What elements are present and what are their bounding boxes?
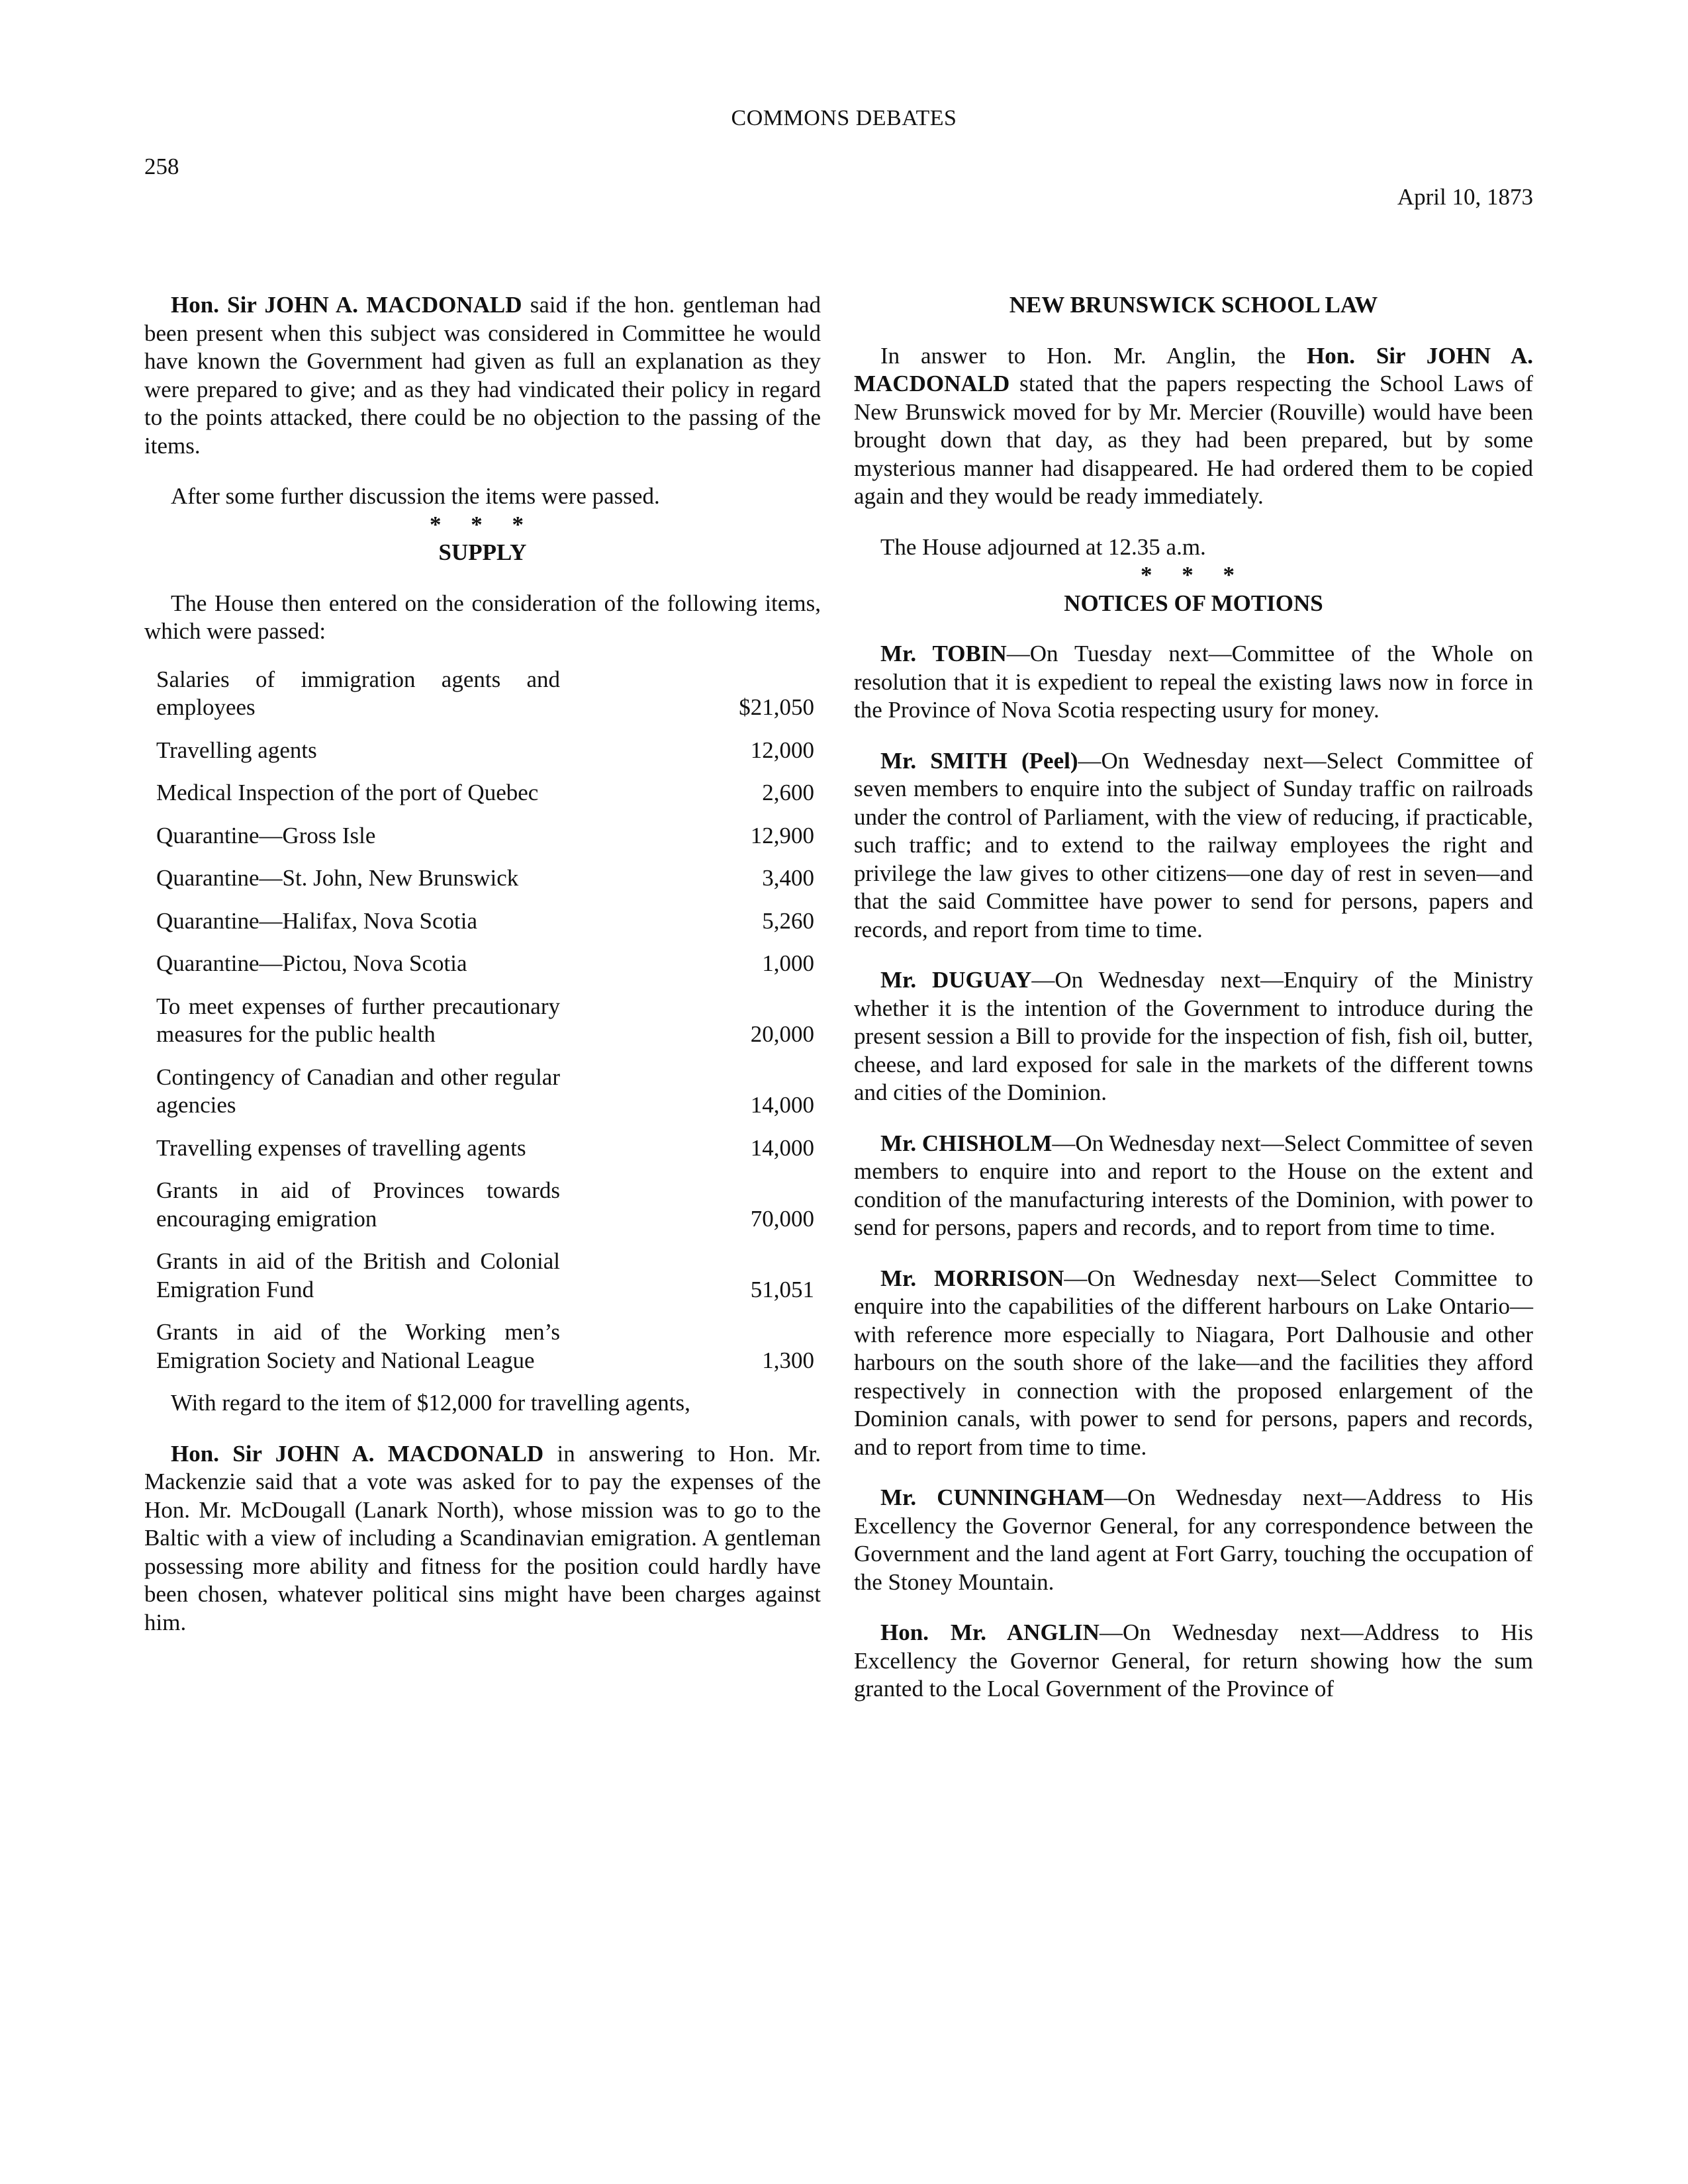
motion-text: —On Wednesday next—Enquiry of the Ministry whether it is the intention of the Government to introduce during the present session a Bill to provide for the inspection of fish, fish oil, butter, cheese, and lard exposed for sale in the markets of the different towns and cities of the Dominion. — [854, 967, 1533, 1105]
speaker-name: Mr. DUGUAY — [880, 967, 1032, 993]
paragraph-macdonald-2 — [144, 1440, 821, 1637]
section-heading-notices: NOTICES OF MOTIONS — [1064, 590, 1323, 616]
supply-item-row — [144, 764, 821, 807]
supply-item-label: Contingency of Canadian and other regular agencies — [156, 1064, 560, 1118]
supply-item-row — [144, 935, 821, 978]
supply-item-amount: 5,260 — [762, 907, 814, 934]
supply-item-amount: 14,000 — [750, 1092, 814, 1118]
motion-notice — [854, 640, 1533, 725]
motion-notice — [854, 1619, 1533, 1704]
speaker-name: Hon. Sir JOHN A. MACDONALD — [854, 342, 1533, 396]
supply-item-label: Travelling expenses of travelling agents — [156, 1134, 526, 1161]
supply-item-amount: 70,000 — [750, 1205, 814, 1232]
supply-items-table — [144, 666, 821, 1375]
paragraph-supply-intro: The House then entered on the consideration of the following items, which were passed: — [144, 590, 821, 644]
supply-item-label: Grants in aid of the Working men’s Emigration Society and National League — [156, 1319, 560, 1373]
motions-list — [854, 640, 1533, 1704]
paragraph-travelling-agents: With regard to the item of $12,000 for travelling agents, — [171, 1390, 690, 1416]
supply-item-row — [144, 1233, 821, 1304]
section-heading-new-brunswick: NEW BRUNSWICK SCHOOL LAW — [1009, 292, 1378, 318]
supply-item-row — [144, 1162, 821, 1233]
supply-item-label: Salaries of immigration agents and employees — [156, 666, 560, 720]
paragraph-text: stated that the papers respecting the School Laws of New Brunswick moved for by Mr. Mercier (Rouville) would have been brought down that day, as they had been prepared, but by some mysterious manner had disappeared. He had ordered them to be copied again and they would be ready immediately. — [854, 371, 1533, 509]
page-number: 258 — [144, 154, 179, 179]
supply-item-row — [144, 1304, 821, 1375]
supply-item-amount: 2,600 — [762, 780, 814, 805]
motion-text: —On Wednesday next—Select Committee to enquire into the capabilities of the different harbours on Lake Ontario—with reference more especially to Niagara, Port Dalhousie and other harbours on the south shore of the lake—and the facilities they afford respectively in connection with the proposed enlargement of the Dominion canals, with power to send for persons, papers and records, and to report from time to time. — [854, 1265, 1533, 1460]
speaker-name: Mr. TOBIN — [880, 641, 1007, 666]
supply-item-row — [144, 978, 821, 1049]
motion-text: —On Wednesday next—Address to His Excellency the Governor General, for any correspondence between the Government and the land agent at Fort Garry, touching the occupation of the Stoney Mountain. — [854, 1484, 1533, 1595]
motion-notice — [854, 1484, 1533, 1596]
motion-notice — [854, 1130, 1533, 1242]
motion-text: —On Wednesday next—Address to His Excellency the Governor General, for return showing how the sum granted to the Local Government of the Province of — [854, 1619, 1533, 1702]
speaker-name: Mr. SMITH (Peel) — [880, 747, 1078, 774]
supply-item-amount: 12,000 — [750, 737, 814, 763]
paragraph-adjourned: The House adjourned at 12.35 a.m. — [880, 533, 1206, 560]
motion-notice — [854, 1265, 1533, 1462]
supply-item-label: Travelling agents — [156, 737, 317, 763]
supply-item-label: Quarantine—Halifax, Nova Scotia — [156, 907, 477, 934]
supply-item-amount: 51,051 — [750, 1276, 814, 1302]
section-heading-supply: SUPPLY — [438, 539, 527, 565]
supply-item-row — [144, 893, 821, 936]
motion-notice — [854, 966, 1533, 1107]
supply-item-label: Grants in aid of the British and Colonial Emigration Fund — [156, 1248, 560, 1302]
supply-item-label: Grants in aid of Provinces towards encouraging emigration — [156, 1177, 560, 1232]
paragraph-macdonald-1 — [144, 291, 821, 460]
motion-text: —On Tuesday next—Committee of the Whole on resolution that it is expedient to repeal the existing laws now in force in the Province of Nova Scotia respecting usury for money. — [854, 641, 1534, 723]
running-head: COMMONS DEBATES — [731, 106, 957, 130]
supply-item-amount: 3,400 — [762, 865, 814, 891]
supply-item-row — [144, 807, 821, 850]
speaker-name: Hon. Sir JOHN A. MACDONALD — [171, 1440, 544, 1467]
section-separator: * * * — [1141, 562, 1246, 588]
supply-item-amount: 14,000 — [750, 1134, 814, 1161]
speaker-name: Mr. CUNNINGHAM — [880, 1484, 1105, 1510]
supply-item-label: Quarantine—Pictou, Nova Scotia — [156, 950, 467, 976]
supply-item-label: Medical Inspection of the port of Quebec — [156, 780, 539, 805]
supply-item-row — [144, 722, 821, 765]
page-date: April 10, 1873 — [1397, 184, 1533, 210]
supply-item-label: Quarantine—Gross Isle — [156, 822, 376, 848]
speaker-name: Hon. Sir JOHN A. MACDONALD — [171, 292, 522, 318]
supply-item-row — [144, 850, 821, 893]
supply-item-row — [144, 1049, 821, 1120]
speaker-name: Mr. CHISHOLM — [880, 1130, 1053, 1156]
supply-item-row — [144, 1120, 821, 1163]
supply-item-amount: 20,000 — [750, 1021, 814, 1047]
supply-item-amount: 1,000 — [762, 950, 814, 976]
right-column — [854, 291, 1533, 1704]
left-column — [144, 291, 821, 1637]
speaker-name: Hon. Mr. ANGLIN — [880, 1619, 1100, 1645]
supply-item-label: To meet expenses of further precautionary measures for the public health — [156, 993, 560, 1047]
supply-item-amount: 1,300 — [762, 1347, 814, 1373]
speaker-name: Mr. MORRISON — [880, 1265, 1064, 1291]
paragraph-items-passed: After some further discussion the items were passed. — [171, 483, 660, 509]
paragraph-new-brunswick — [854, 342, 1533, 511]
supply-item-row — [144, 666, 821, 722]
motion-text: —On Wednesday next—Select Committee of seven members to enquire into and report to the House on the extent and condition of the manufacturing interests of the Dominion, with power to send for persons, papers and records, and to report from time to time. — [854, 1130, 1533, 1240]
supply-item-label: Quarantine—St. John, New Brunswick — [156, 865, 519, 891]
motion-text: —On Wednesday next—Select Committee of seven members to enquire into the subject of Sunday traffic on railroads under the control of Parliament, with the view of reducing, if practicable, such traffic; and to extend to the railway employees the right and privilege the law gives to other citizens—one day of rest in seven—and that the said Committee have power to send for persons, papers and records, and report from time to time. — [854, 747, 1533, 942]
supply-item-amount: $21,050 — [739, 694, 814, 720]
paragraph-text: In answer to Hon. Mr. Anglin, the — [880, 342, 1307, 369]
paragraph-text: said if the hon. gentleman had been present when this subject was considered in Committee he would have known the Government had given as full an explanation as they were prepared to give; and as they had vindicated their policy in regard to the points attacked, there could be no objection to the passing of the items. — [144, 292, 821, 459]
motion-notice — [854, 747, 1533, 944]
section-separator: * * * — [430, 511, 536, 537]
supply-item-amount: 12,900 — [750, 822, 814, 848]
paragraph-text: in answering to Hon. Mr. Mackenzie said that a vote was asked for to pay the expenses of the Hon. Mr. McDougall (Lanark North), whose mission was to go to the Baltic with a view of including a Scandinavian emigration. A gentleman possessing more ability and fitness for the position could hardly have been chosen, whatever political sins might have been charges against him. — [144, 1440, 821, 1635]
